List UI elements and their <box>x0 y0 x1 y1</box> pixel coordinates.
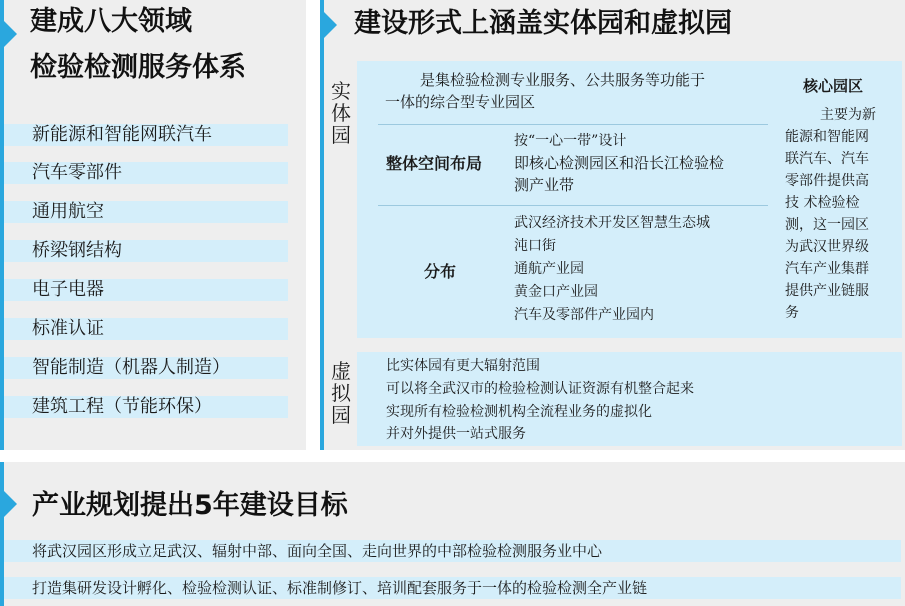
core-line: 提供产业链服 <box>785 283 869 299</box>
physical-park-intro-line2: 一体的综合型专业园区 <box>385 93 536 111</box>
virtual-park-line: 可以将全武汉市的检验检测认证资源有机整合起来 <box>386 381 694 397</box>
list-item: 建筑工程（节能环保） <box>32 396 212 417</box>
core-line: 联汽车、汽车 <box>785 151 869 167</box>
physical-park-label: 实体园 <box>331 79 351 147</box>
core-line: 主要为新 <box>820 107 876 123</box>
virtual-park-line: 实现所有检验检测机构全流程业务的虚拟化 <box>386 404 652 420</box>
virtual-park-label: 虚拟园 <box>331 359 351 427</box>
list-item: 智能制造（机器人制造） <box>32 357 230 378</box>
goal-item: 打造集研发设计孵化、检验检测认证、标准制修订、培训配套服务于一体的检验检测全产业链 <box>32 579 648 597</box>
virtual-park-line: 并对外提供一站式服务 <box>386 426 526 442</box>
bottom-title: 产业规划提出5年建设目标 <box>32 490 348 521</box>
layout-label: 整体空间布局 <box>386 154 483 173</box>
distribution-line: 黄金口产业园 <box>514 284 598 300</box>
list-item: 桥梁钢结构 <box>32 240 122 261</box>
distribution-label: 分布 <box>424 262 457 281</box>
divider <box>378 205 768 206</box>
distribution-line: 沌口街 <box>514 238 556 254</box>
left-title-line2: 检验检测服务体系 <box>30 52 246 83</box>
left-accent-bar <box>0 0 4 450</box>
goal-item: 将武汉园区形成立足武汉、辐射中部、面向全国、走向世界的中部检验检测服务业中心 <box>32 542 603 560</box>
core-line: 零部件提供高 <box>785 173 869 189</box>
list-item: 新能源和智能网联汽车 <box>32 124 212 145</box>
core-line: 技 术检验检 <box>785 195 860 211</box>
core-park-title: 核心园区 <box>803 77 864 95</box>
right-accent-bar <box>320 0 324 450</box>
distribution-line: 汽车及零部件产业园内 <box>514 307 654 323</box>
bottom-arrow-icon <box>4 491 17 517</box>
list-item: 通用航空 <box>32 201 104 222</box>
layout-line: 测产业带 <box>514 176 575 194</box>
list-item: 标准认证 <box>32 318 104 339</box>
list-item: 汽车零部件 <box>32 162 122 183</box>
distribution-line: 武汉经济技术开发区智慧生态城 <box>514 215 710 231</box>
right-arrow-icon <box>324 12 337 38</box>
core-line: 汽车产业集群 <box>785 261 869 277</box>
physical-park-intro-line1: 是集检验检测专业服务、公共服务等功能于 <box>420 71 706 89</box>
core-line: 务 <box>785 305 799 321</box>
core-line: 能源和智能网 <box>785 129 869 145</box>
list-item: 电子电器 <box>32 279 104 300</box>
layout-line: 按“一心一带”设计 <box>514 133 627 149</box>
left-title-line1: 建成八大领域 <box>30 6 192 37</box>
layout-line: 即核心检测园区和沿长江检验检 <box>514 154 725 172</box>
virtual-park-line: 比实体园有更大辐射范围 <box>386 358 540 374</box>
distribution-line: 通航产业园 <box>514 261 584 277</box>
divider <box>378 124 768 125</box>
left-arrow-icon <box>4 21 17 47</box>
core-line: 为武汉世界级 <box>785 239 869 255</box>
right-title: 建设形式上涵盖实体园和虚拟园 <box>354 8 732 39</box>
core-line: 测，这一园区 <box>785 217 869 233</box>
